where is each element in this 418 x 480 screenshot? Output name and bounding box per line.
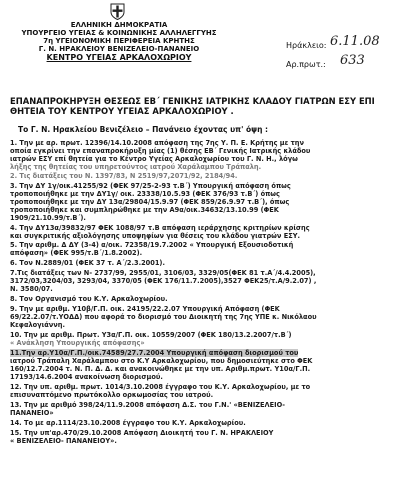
intro-text: Το Γ. Ν. Ηρακλείου Βενιζέλειο – Πανάνειο έχοντας υπ' όψη : <box>18 125 269 134</box>
highlighted-text: 11.Την αρ.Υ10α/Γ.Π./οικ.74589/27.7.2004 Υπουργική απόφαση διορισμού του <box>10 349 299 357</box>
clause-line: Κεφαλογιάννη. <box>10 321 65 329</box>
clause-line: 7.Τις διατάξεις των Ν- 2737/99, 2955/01, 3106/03, 3329/05(ΦΕΚ 81 τ.Α΄/4.4.2005), <box>10 269 316 277</box>
handwritten-protocol-number: 633 <box>340 53 365 68</box>
clause-line: 160/12.7.2004 τ. Ν. Π. Δ. Δ. και ανακοινώθηκε με την υπ. Αριθμ.πρωτ. Υ10α/Γ.Π. <box>10 365 311 373</box>
clause-line: 3. Την ΔΥ 1γ/οικ.41255/92 (ΦΕΚ 97/25-2-93 τ.Β΄) Υπουργική απόφαση όπως <box>10 182 291 190</box>
document-title-line2: ΘΗΤΕΙΑ ΤΟΥ ΚΕΝΤΡΟΥ ΥΓΕΙΑΣ ΑΡΚΑΛΟΧΩΡΙΟΥ . <box>10 106 234 116</box>
clause-line: 69/22.2.07/τ.ΥΟΔΔ) που αφορά το διορισμό του Διοικητή της 7ης ΥΠΕ κ. Νικόλαου <box>10 313 317 321</box>
clause-line: επισυναπτόμενο πρωτόκολλο ορκωμοσίας του ιατρού. <box>10 391 214 399</box>
protocol-label: Αρ.πρωτ.: <box>286 60 326 69</box>
clause-line: 12. Την υπ. αριθμ. πρωτ. 1014/3.10.2008 έγγραφο του Κ.Υ. Αρκαλοχωρίου, με το <box>10 383 311 391</box>
clause-line: και συγκριτικής αξιολόγησης υποψηφίων για θέσεις του κλάδου γιατρών ΕΣΥ. <box>10 232 300 240</box>
clause-line-highlighted <box>10 349 412 357</box>
clause-line: 1909/21.10.99/τ.Β΄). <box>10 214 86 222</box>
clause-line: 8. Τον Οργανισμό του Κ.Υ. Αρκαλοχωρίου. <box>10 295 168 303</box>
place-label: Ηράκλειο: <box>286 41 327 50</box>
handwritten-date: 6.11.08 <box>330 34 380 49</box>
greek-coat-of-arms-icon <box>110 3 125 20</box>
clause-line: 2. Τις διατάξεις του Ν. 1397/83, Ν 2519/97,2071/92, 2184/94. <box>10 172 238 180</box>
clause-line: τροποποιήθηκε με την ΔΥ 13α/29804/15.9.97 (ΦΕΚ 859/26.9.97 τ.Β΄), όπως <box>10 198 290 206</box>
clause-line: τροποποιήθηκε με την ΔΥ1γ/ οικ. 23338/10.5.93 (ΦΕΚ 376/93 τ.Β΄) όπως <box>10 190 280 198</box>
header-republic: ΕΛΛΗΝΙΚΗ ΔΗΜΟΚΡΑΤΙΑ <box>70 21 168 29</box>
clause-line: « Ανάκληση Υπουργικής απόφασης» <box>10 339 145 347</box>
clause-line: 4. Την ΔΥ13α/39832/97 ΦΕΚ 1088/97 τ.Β απόφαση ιεράρχησης κριτηρίων κρίσης <box>10 224 310 232</box>
clause-line: Ν. 3580/07. <box>10 285 53 293</box>
clause-line: απόφαση» (ΦΕΚ 995/τ.Β΄/1.8.2002). <box>10 249 143 257</box>
clause-line: 6. Τον Ν.2889/01 (ΦΕΚ 37 τ. Α΄/2.3.2001). <box>10 259 165 267</box>
clause-line: 17193/14.6.2004 ανακοίνωση διορισμού. <box>10 373 163 381</box>
clause-line: ιατρού Τράπαλη Χαράλαμπου στο Κ.Υ Αρκαλοχωρίου, που δημοσιεύτηκε στο ΦΕΚ <box>10 357 313 365</box>
header-ministry: ΥΠΟΥΡΓΕΙΟ ΥΓΕΙΑΣ & ΚΟΙΝΩΝΙΚΗΣ ΑΛΛΗΛΕΓΓΥΗΣ <box>21 29 217 37</box>
clause-line: 1. Την με αρ. πρωτ. 12396/14.10.2008 απόφαση της 7ης Υ. Π. Ε. Κρήτης με την <box>10 139 304 147</box>
clause-line: τροποποιήθηκε και συμπληρώθηκε με την Α9α/οικ.34632/13.10.99 (ΦΕΚ <box>10 206 279 214</box>
clause-line: 9. Την με αριθμ. Υ10β/Γ.Π. οικ. 24195/22.2.07 Υπουργική Απόφαση (ΦΕΚ <box>10 305 280 313</box>
header-hospital: Γ. Ν. ΗΡΑΚΛΕΙΟΥ ΒΕΝΙΖΕΛΕΙΟ-ΠΑΝΑΝΕΙΟ <box>38 45 200 53</box>
header-health-center: ΚΕΝΤΡΟ ΥΓΕΙΑΣ ΑΡΚΑΛΟΧΩΡΙΟΥ <box>46 53 192 62</box>
clause-line: 5. Την αριθμ. Δ ΔΥ (3-4) α/οικ. 72358/19.7.2002 « Υπουργική Εξουσιοδοτική <box>10 241 294 249</box>
header-region: 7η ΥΓΕΙΟΝΟΜΙΚΗ ΠΕΡΙΦΕΡΕΙΑ ΚΡΗΤΗΣ <box>43 37 195 45</box>
clause-line: 10. Την με αριθμ. Πρωτ. Υ3α/Γ.Π. οικ. 10559/2007 (ΦΕΚ 180/13.2.2007/τ.Β΄) <box>10 331 292 339</box>
clause-line: ιατρών ΕΣΥ επί θητεία για το Κέντρο Υγείας Αρκαλοχωρίου του Γ. Ν. Η., λόγω <box>10 155 298 163</box>
clause-line: οποία εγκρίνει την επαναπροκήρυξη μίας (1) θέσης ΕΒ΄ Γενικής Ιατρικής κλάδου <box>10 147 311 155</box>
clause-line: « ΒΕΝΙΖΕΛΕΙΟ- ΠΑΝΑΝΕΙΟΥ». <box>10 437 117 445</box>
clause-line: 15. Την υπ'αρ.470/29.10.2008 Απόφαση Διοικητή του Γ. Ν. ΗΡΑΚΛΕΙΟΥ <box>10 429 274 437</box>
clause-line: λήξης της θητείας του υπηρετούντος ιατρού Χαράλαμπου Τράπαλη. <box>10 163 262 171</box>
clause-line: 3172/03,3204/03, 3293/04, 3370/05 (ΦΕΚ 176/11.7.2005),3527 ΦΕΚ25/τ.Α/9.2.07) , <box>10 277 317 285</box>
document-title-line1: ΕΠΑΝΑΠΡΟΚΗΡΥΞΗ ΘΕΣΕΩΣ ΕΒ΄ ΓΕΝΙΚΗΣ ΙΑΤΡΙΚΗΣ ΚΛΑΔΟΥ ΓΙΑΤΡΩΝ ΕΣΥ ΕΠΙ <box>10 96 375 106</box>
clause-line: ΠΑΝΑΝΕΙΟ» <box>10 409 54 417</box>
clause-line: 14. Το με αρ.1114/23.10.2008 έγγραφο του Κ.Υ. Αρκαλοχωρίου. <box>10 419 246 427</box>
clause-line: 13. Την με αριθμό 398/24/11.9.2008 απόφαση Δ.Σ. του Γ.Ν.' «ΒΕΝΙΖΕΛΕΙΟ- <box>10 401 285 409</box>
